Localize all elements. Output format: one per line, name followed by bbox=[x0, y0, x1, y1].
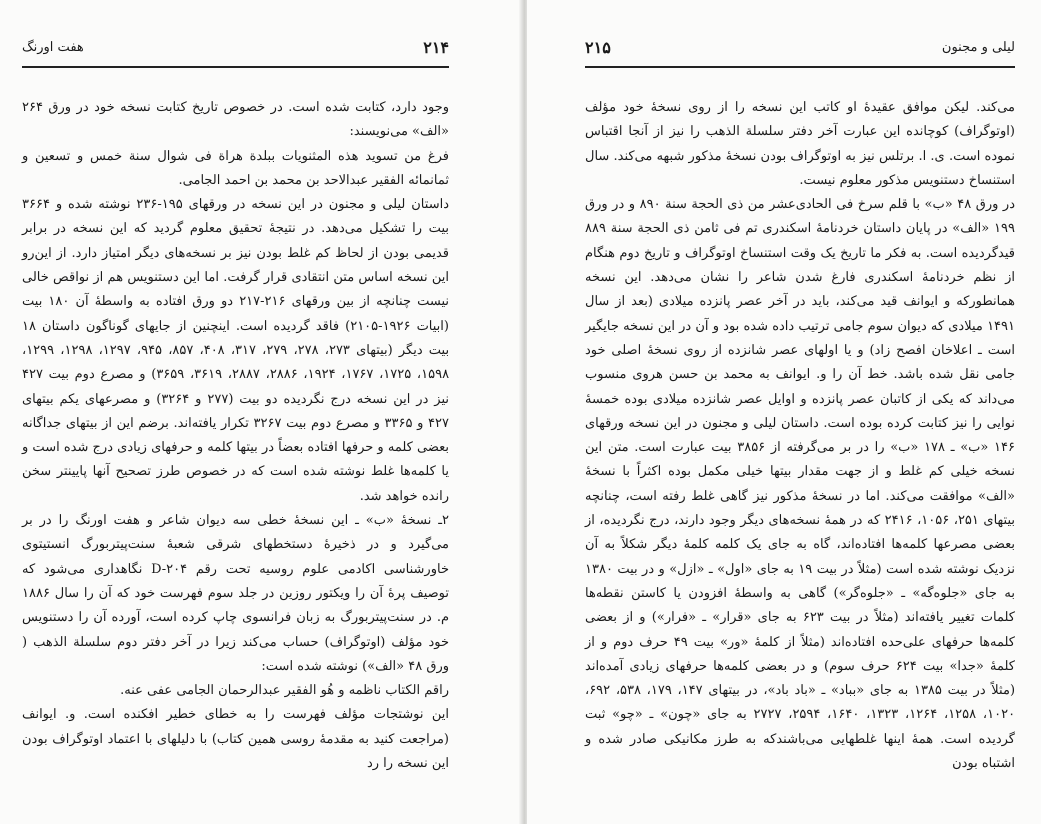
left-quote-arabic: فرغ من تسوید هذه المثنویات ببلدة هراة فی شوال سنة خمس و تسعین و ثمانمائه الفقیر عبدالاحد بن محمد بن احمد الجامی. bbox=[22, 148, 449, 188]
right-header-rule bbox=[585, 66, 1015, 68]
left-page-number: ۲۱۴ bbox=[423, 38, 449, 57]
left-paragraph-1: وجود دارد، کتابت شده است. در خصوص تاریخ کتابت نسخه خود در ورق ۲۶۴ «الف» می‌نویسند: bbox=[22, 100, 449, 140]
left-page-body bbox=[22, 96, 449, 776]
right-page-body bbox=[585, 96, 1015, 776]
right-page-header bbox=[585, 38, 1015, 60]
right-paragraph-1: می‌کند. لیکن موافق عقیدهٔ او کاتب این نسخه را از روی نسخهٔ خود مؤلف (اوتوگراف) کوچانده این عبارت آخر دفتر سلسلة الذهب را نیز از آنجا اقتباس نموده است. ی. ا. برتلس نیز به اوتوگراف بودن نسخهٔ مذکور شبهه می‌کند. سال استنساخ دستنویس مذکور معلوم نیست. bbox=[585, 100, 1015, 188]
left-paragraph-manuscript-a: داستان لیلی و مجنون در این نسخه در ورقهای ۱۹۵-۲۳۶ نوشته شده و ۳۶۶۴ بیت را تشکیل می‌دهد. در نتیجهٔ تحقیق معلوم گردید که این نسخه در برابر قدیمی بودن از لحاظ کم غلط بودن نیز بر نسخه‌های دیگر امتیاز دارد. از این‌رو این نسخه اساس متن انتقادی قرار گرفت. اما این دستنویس هم از نواقص خالی نیست چنانچه از بین ورقهای ۲۱۶-۲۱۷ دو ورق افتاده به واسطهٔ آن ۱۸۰ بیت (ابیات ۱۹۲۶-۲۱۰۵) فاقد گردیده است. اینچنین از جایهای گوناگون داستان ۱۸ بیت دیگر (بیتهای ۲۷۳، ۲۷۸، ۲۷۹، ۳۱۷، ۴۰۸، ۸۵۷، ۹۴۵، ۱۲۹۷، ۱۲۹۸، ۱۲۹۹، ۱۵۹۸، ۱۷۲۵، ۱۷۶۷، ۱۹۲۴، ۲۸۸۶، ۲۸۸۷، ۳۶۱۹، ۳۶۵۹) و مصرع دوم بیت ۴۲۷ نیز در این نسخه درج نگردیده دو بیت (۲۷۷ و ۳۲۶۴) و مصرعهای یکم بیتهای ۴۲۷ و ۳۳۶۵ و مصرع دوم بیت ۳۲۶۷ تکرار یافته‌اند. برضم این از بیتهای جداگانه بعضی کلمه و حرفها افتاده بعضاً در بیتها کلمه و حرفهای زیادی درج شده است و یا کلمه‌ها غلط نوشته شده است که در خصوص طرز تصحیح آنها پایینتر سخن رانده خواهد شد. bbox=[22, 197, 450, 504]
left-header-rule bbox=[22, 66, 449, 68]
left-quote-colophon: راقم الکتاب ناظمه و هُو الفقیر عبدالرحمان الجامی عفی عنه. bbox=[120, 683, 449, 699]
left-paragraph-manuscript-b: ۲ـ نسخهٔ «ب» ـ این نسخهٔ خطی سه دیوان شاعر و هفت اورنگ را در بر می‌گیرد و در ذخیرهٔ دستخطهای شرقی شعبهٔ سنت‌پیتربورگ انستیتوی خاورشناسی اکادمی علوم روسیه تحت رقم D-۲۰۴ نگاهداری می‌شود که توصیف پرهٔ آن را ویکتور روزین در جلد سوم فهرست خود که آن را سال ۱۸۸۶ م. در سنت‌پیتربورگ به زبان فرانسوی چاپ کرده است، آورده آن را دستنویس خود مؤلف (اوتوگراف) حساب می‌کند زیرا در آخر دفتر دوم سلسلة الذهب ( ورق ۴۸ «الف») نوشته شده است: bbox=[22, 513, 449, 674]
right-paragraph-2: در ورق ۴۸ «ب» با قلم سرخ فی الحادی‌عشر من ذی الحجة سنة ۸۹۰ و در ورق ۱۹۹ «الف» در پایان داستان خردنامهٔ اسکندری تم فی ثامن ذی الحجة سنة ۸۸۹ قیدگردیده است. به فکر ما تاریخ یک وقت استنساخ اوتوگراف و تاریخ دوم هنگام از نظم خردنامهٔ اسکندری فارغ شدن شاعر را نشان می‌دهد. این نسخه همانطورکه و ایوانف قید می‌کند، باید در آخر عصر پانزده میلادی (بعد از سال ۱۴۹۱ میلادی که دیوان سوم جامی ترتیب داده شده بود و آن در این نسخه جایگیر است ـ اعلاخان افصح زاد) و یا اولهای عصر شانزده از روی نسخهٔ اصلی خود جامی نقل شده باشد. خط آن را و. ایوانف به محمد بن حسن هروی منسوب می‌داند که یکی از کاتبان عصر پانزده و اوایل عصر شانزده میلادی بوده خمسهٔ نوایی را نیز کتابت کرده بوده است. داستان لیلی و مجنون در این نسخه ورقهای ۱۴۶ «ب» ـ ۱۷۸ «ب» را در بر می‌گرفته از ۳۸۵۶ بیت عبارت است. متن این نسخه خیلی کم غلط و از جهت مقدار بیتها خیلی مکمل بوده اکثراً با نسخهٔ «الف» موافقت می‌کند. اما در نسخهٔ مذکور نیز گاهی غلط رفته است، چنانچه بیتهای ۲۵۱، ۱۰۵۶، ۲۴۱۶ که در همهٔ نسخه‌های دیگر وجود دارند، درج نگردیده، از بعضی مصرعها کلمه‌ها افتاده‌اند، گاه به جای یک کلمه کلمهٔ دیگر شکلاً به آن نزدیک نوشته شده است (مثلاً در بیت ۱۹ به جای «اول» ـ «ازل» و در بیت ۱۳۸۰ به جای «جلوه‌گه» ـ «جلوه‌گر») گاهی به واسطهٔ افزودن یا کاستن نقطه‌ها کلمات تغییر یافته‌اند (مثلاً در بیت ۶۲۳ به جای «قرار» ـ «فرار») و از بعضی کلمه‌ها حرفهای علی‌حده افتاده‌اند (مثلاً از کلمهٔ «ور» بیت ۴۹ حرف دوم و از کلمهٔ «جدا» بیت ۶۲۴ حرف سوم) و در بعضی کلمه‌ها حرفهای زیادی آمده‌اند (مثلاً در بیت ۱۳۸۵ به جای «بباد» ـ «باد باد»، در بیتهای ۱۴۷، ۱۷۹، ۵۳۸، ۶۹۲، ۱۰۲۰، ۱۲۵۸، ۱۲۶۴، ۱۳۲۳، ۱۶۴۰، ۲۵۹۴، ۲۷۲۷ به جای «چون» ـ «چو» ثبت گردیده است. همهٔ اینها غلطهایی می‌باشندکه به طرز مکانیکی صادر شده و اشتباه بودن bbox=[585, 197, 1016, 772]
right-page-number: ۲۱۵ bbox=[585, 38, 611, 57]
right-page bbox=[527, 0, 1041, 824]
left-running-title: هفت اورنگ bbox=[22, 40, 84, 55]
left-paragraph-last: این نوشتجات مؤلف فهرست را به خطای خطیر افکنده است. و. ایوانف (مراجعت کنید به مقدمهٔ روسی همین کتاب) با دلیلهای با اعتماد اوتوگراف بودن این نسخه را رد bbox=[22, 707, 449, 772]
left-page-header bbox=[22, 38, 449, 60]
right-running-title: لیلی و مجنون bbox=[941, 40, 1015, 55]
